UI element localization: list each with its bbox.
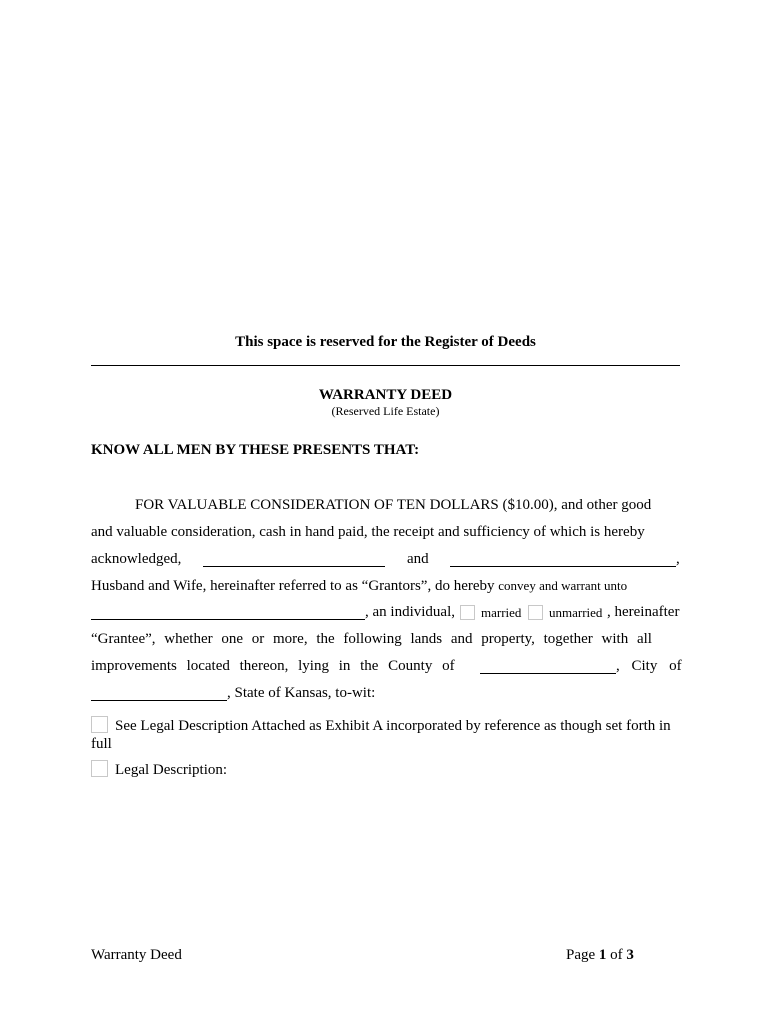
exhibit-label-cont: full <box>91 736 112 752</box>
legal-description-label: Legal Description: <box>115 762 228 778</box>
footer-document-name: Warranty Deed <box>91 947 182 963</box>
acknowledged-text: acknowledged, <box>91 551 182 567</box>
and-text: and <box>407 551 429 567</box>
individual-text: , an individual, <box>365 604 455 620</box>
exhibit-a-checkbox[interactable] <box>91 716 108 733</box>
consideration-text: FOR VALUABLE CONSIDERATION OF TEN DOLLARS ($10.00), and other good <box>135 497 652 513</box>
grantors-text: Husband and Wife, hereinafter referred to as “Grantors”, do hereby <box>91 578 495 594</box>
legal-description-text <box>115 760 415 780</box>
unmarried-checkbox[interactable] <box>528 605 543 620</box>
married-label: married <box>481 605 522 620</box>
exhibit-option-text-2 <box>91 734 680 754</box>
body-line-2 <box>91 522 680 542</box>
page-of-label: of <box>610 947 623 963</box>
legal-description-checkbox[interactable] <box>91 760 108 777</box>
body-line-5 <box>91 602 680 622</box>
footer-page-number <box>566 947 634 964</box>
city-of-text: , City of <box>616 658 682 674</box>
hereinafter-text: , hereinafter <box>607 604 680 620</box>
body-line-1 <box>91 495 680 515</box>
grantee-text: “Grantee”, whether one or more, the following lands and property, together with all <box>91 631 652 647</box>
preamble-heading: KNOW ALL MEN BY THESE PRESENTS THAT: <box>91 442 420 458</box>
state-text: , State of Kansas, to-wit: <box>227 685 376 701</box>
exhibit-option-text <box>115 716 680 736</box>
register-of-deeds-note: This space is reserved for the Register of Deeds <box>235 334 536 350</box>
document-subtitle: (Reserved Life Estate) <box>331 404 440 418</box>
exhibit-option <box>91 716 108 735</box>
county-field[interactable] <box>480 659 616 674</box>
register-divider <box>91 365 680 366</box>
document-title: WARRANTY DEED <box>318 387 453 403</box>
grantor-wife-name-field[interactable] <box>450 552 676 567</box>
unmarried-label: unmarried <box>549 605 603 620</box>
city-field[interactable] <box>91 686 227 701</box>
grantee-name-field[interactable] <box>91 605 365 620</box>
married-checkbox[interactable] <box>460 605 475 620</box>
comma-text: , <box>676 551 680 567</box>
consideration-text-2: and valuable consideration, cash in hand paid, the receipt and sufficiency of which is hereby <box>91 524 645 540</box>
body-line-4 <box>91 576 680 596</box>
legal-description-option <box>91 760 108 779</box>
convey-text: convey and warrant unto <box>498 578 628 593</box>
body-line-3 <box>91 549 680 569</box>
body-line-8 <box>91 683 680 703</box>
exhibit-label: See Legal Description Attached as Exhibit A incorporated by reference as though set forth in <box>115 718 671 734</box>
body-line-6 <box>91 629 680 649</box>
improvements-text: improvements located thereon, lying in the County of <box>91 658 455 674</box>
page-current: 1 <box>598 947 607 963</box>
page-label: Page <box>566 947 596 963</box>
body-line-7 <box>91 656 680 676</box>
page-total: 3 <box>626 947 634 963</box>
grantor-husband-name-field[interactable] <box>203 552 385 567</box>
